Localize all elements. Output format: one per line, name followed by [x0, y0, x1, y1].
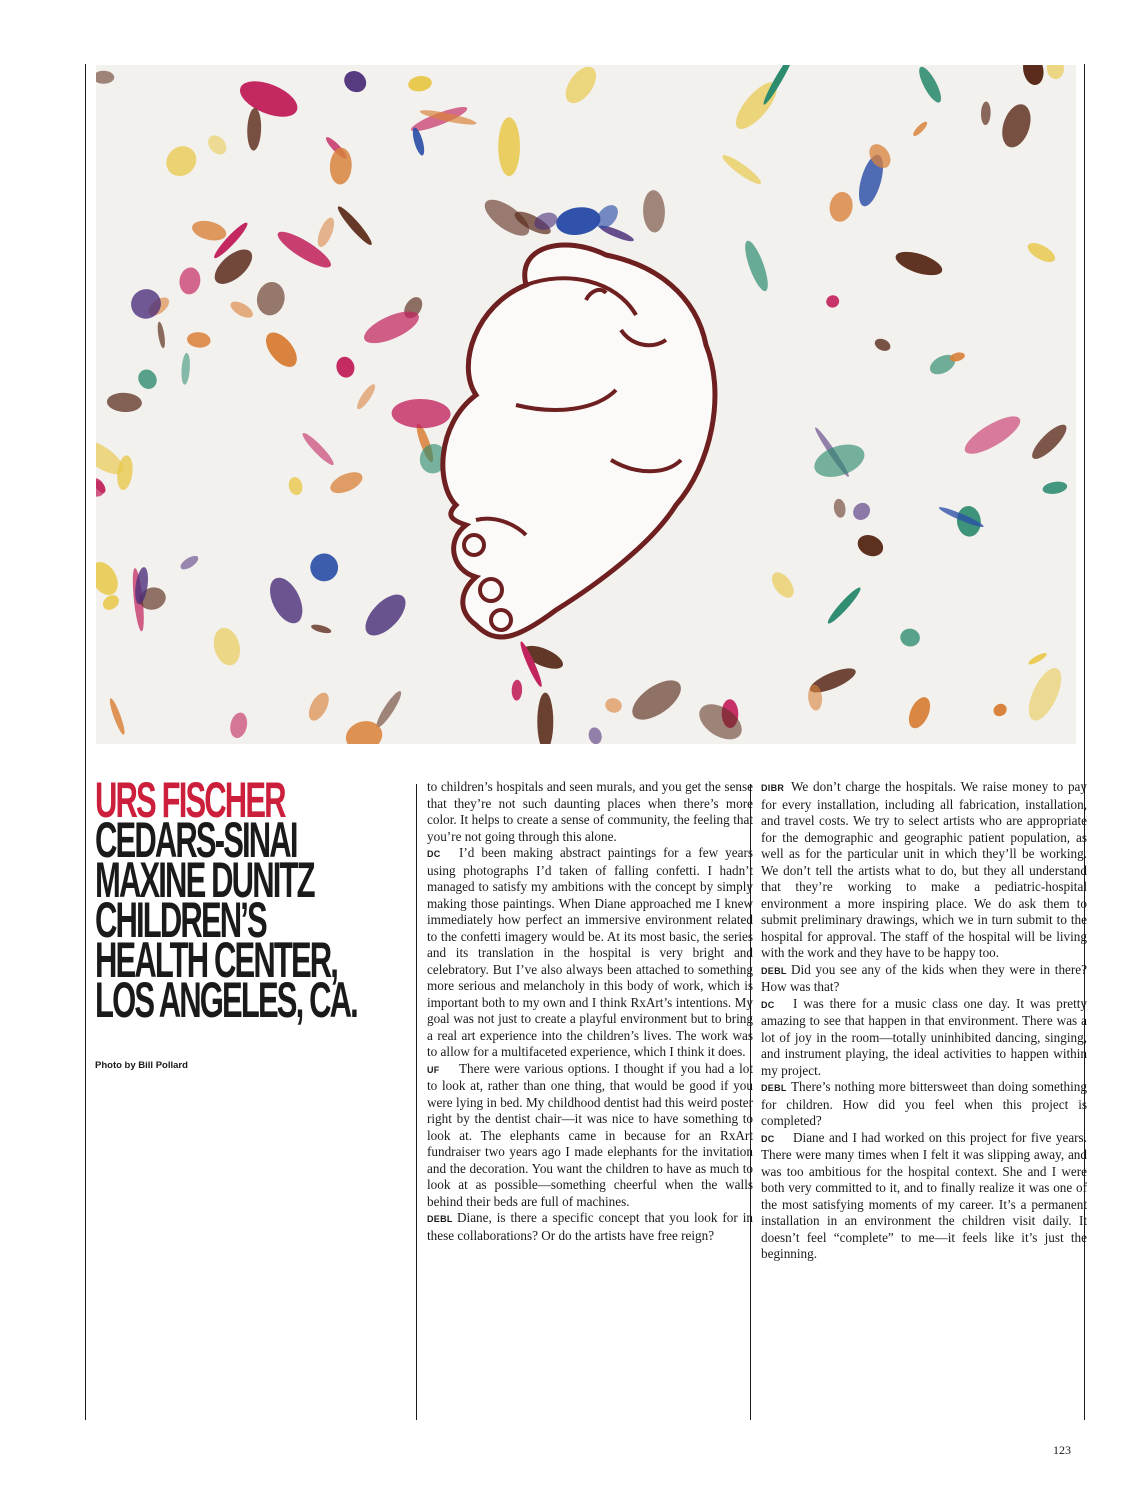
headline-line: CEDARS-SINAI [95, 812, 297, 868]
paragraph-text: I was there for a music class one day. It was pretty amazing to see that happen in that environment. There was a lot of joy in the room—totally uninhibited dancing, singing, and instrument playing, the ideal activities to happen within my project. [761, 995, 1087, 1078]
speaker-label: DEBL [427, 1214, 453, 1224]
paragraph-text: Diane and I had worked on this project for five years. There were many times when I felt it was slipping away, and was too ambitious for the hospital context. She and I were both very committed to it, and to finally realize it was one of the most satisfying moments of my career. It’s a permanent installation in an environment the children visit daily. It doesn’t feel “complete” to me—it feels like it’s just the beginning. [761, 1129, 1087, 1261]
paragraph-text: Diane, is there a specific concept that you look for in these collaborations? Or do the artists have free reign? [427, 1210, 753, 1243]
paragraph [761, 962, 1087, 996]
paragraph [427, 1061, 753, 1211]
artwork-photo [96, 65, 1076, 744]
speaker-label: DEBL [761, 965, 787, 976]
paragraph-text: Did you see any of the kids when they were in there? How was that? [761, 961, 1087, 994]
elephant-confetti-illustration [96, 65, 1076, 744]
paragraph-text: We don’t charge the hospitals. We raise money to pay for every installation, including all fabrication, installation, and travel costs. We try to select artists who are appropriate for the demographic and geographic patient population, as well as for the particular unit in which they’ll be working. We don’t tell the artists what to do, but they all understand that they’re working to make a pediatric-hospital environment a more inspiring place. We do ask them to submit preliminary drawings, which we in turn submit to the hospital for approval. The staff of the hospital will be living with the work and they have to be happy too. [761, 779, 1087, 960]
headline-line: MAXINE DUNITZ [95, 852, 314, 908]
paragraph [427, 845, 753, 1061]
speaker-label: DC [761, 999, 775, 1010]
artist-name: URS FISCHER [95, 772, 285, 828]
article-headline [95, 772, 357, 1028]
paragraph [761, 1130, 1087, 1263]
paragraph [761, 996, 1087, 1080]
speaker-label: UF [427, 1064, 440, 1075]
paragraph-text: I’d been making abstract paintings for a few years using photographs I’d taken of falling confetti. I hadn’t managed to satisfy my ambitions with the concept by simply making those paintings. When Diane approached me I knew immediately how perfect an immersive environment related to the confetti imagery would be. At its most basic, the series and its translation in the hospital is very bright and celebratory. But I’ve also always been attached to something more serious and melancholy in this body of work, which is important both to my own and I think RxArt’s intentions. My goal was not just to create a playful environment but to bring a real art experience into the children’s lives. The work was to allow for a multifaceted experience, which I think it does. [427, 845, 753, 1059]
speaker-label: DC [427, 849, 441, 859]
paragraph [427, 779, 753, 845]
paragraph-text: There were various options. I thought if you had a lot to look at, rather than one thing, that would be good if you were lying in bed. My childhood dentist had this weird poster right by the dentist chair—it was nice to have something to look at. The elephants came in because for an RxArt fundraiser two years ago I made elephants for the invitation and the decoration. You want the children to have as much to look at as possible—something cheerful when the walls behind their beds are full of machines. [427, 1060, 753, 1209]
photo-credit: Photo by Bill Pollard [95, 1060, 188, 1071]
paragraph-text: to children’s hospitals and seen murals, and you get the sense that they’re not such daunting places when there’s more color. It helps to create a sense of community, the feeling that you’re not going through this alone. [427, 779, 753, 844]
headline-line: HEALTH CENTER, [95, 932, 338, 988]
headline-line: LOS ANGELES, CA. [95, 972, 357, 1028]
paragraph-text: There’s nothing more bittersweet than doing something for children. How did you feel when this project is completed? [761, 1079, 1087, 1128]
headline-line: CHILDREN’S [95, 892, 266, 948]
paragraph [761, 1079, 1087, 1130]
page-number: 123 [1053, 1443, 1071, 1457]
body-column-3 [761, 779, 1087, 1263]
speaker-label: DC [761, 1133, 775, 1144]
paragraph [427, 1210, 753, 1244]
speaker-label: DEBL [761, 1083, 787, 1093]
left-margin-rule [85, 64, 86, 1420]
paint-dab [498, 117, 520, 176]
body-column-2 [427, 779, 753, 1244]
speaker-label: DIBR [761, 783, 785, 793]
paragraph [761, 779, 1087, 962]
